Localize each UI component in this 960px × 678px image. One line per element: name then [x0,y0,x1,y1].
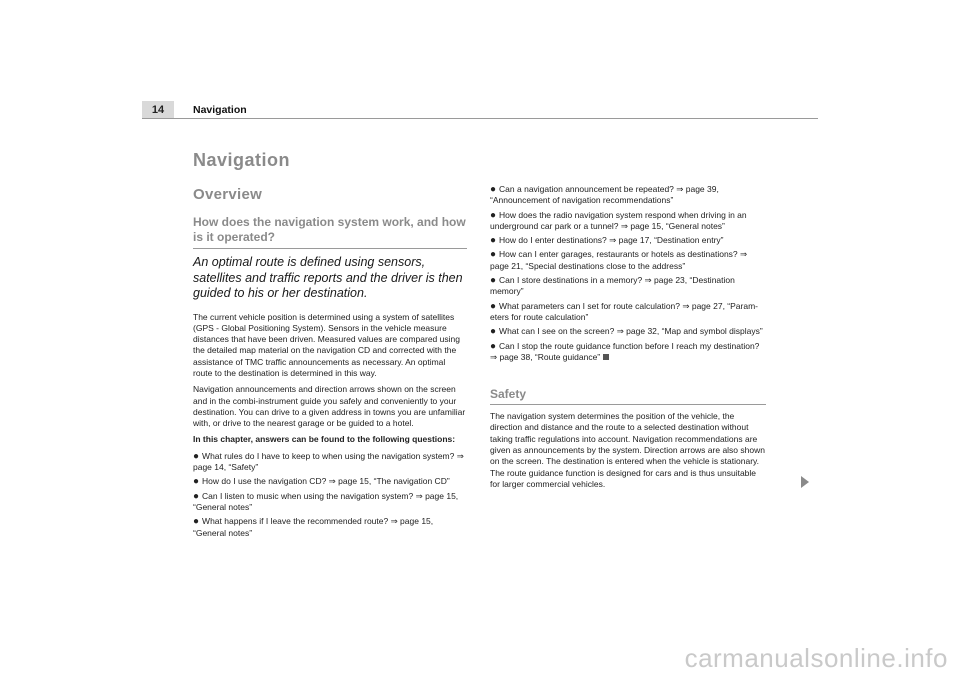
questions-heading: In this chapter, answers can be found to the following questions: [193,434,456,445]
watermark: carmanualsonline.info [684,643,948,673]
bullet-icon: ● [490,340,497,352]
bullet-icon: ● [193,516,200,528]
bullet-icon: ● [490,300,497,312]
list-item: ● What happens if I leave the recommended route? ⇒ page 15, “General notes” [193,516,434,538]
list-item: ● Can I listen to music when using the navigation system? ⇒ page 15, “General notes” [193,490,459,512]
list-item: ● How do I use the navigation CD? ⇒ page 15, “The navigation CD” [193,476,450,488]
list-item: ● Can I stop the route guidance function before I reach my destination? ⇒ page 38, “Route guidance” [490,340,760,362]
section-title-safety: Safety [490,387,766,405]
intro-text: An optimal route is defined using sensors, satellites and traffic reports and the driver is then guided to his or her destination. [193,255,463,300]
bullet-icon: ● [490,209,497,221]
question-list [490,184,766,363]
question-list [193,451,467,539]
section-end-icon [603,354,609,360]
list-item: ● What can I see on the screen? ⇒ page 32, “Map and symbol displays” [490,326,763,338]
bullet-icon: ● [193,490,200,502]
paragraph: The current vehicle position is determined using a system of satellites (GPS - Global Positioning System). Sensors in the vehicle measure distances that have been driven. Measured values are compared using the detailed map material on the navigation CD and corrected with the assistance of TMC traffic announcements as necessary. An optimal route to the destination is determined in this way. [193,311,460,378]
list-item: ● What parameters can I set for route calculation? ⇒ page 27, “Param-eters for route calculation” [490,300,758,322]
header-divider [142,118,818,119]
paragraph: Navigation announcements and direction arrows shown on the screen and in the combi-instrument guide you safely and conveniently to your destination. You can drive to a given address in towns you are unfamiliar with, or drive to the nearest garage or be guided to a hotel. [193,384,466,429]
list-item: ● Can a navigation announcement be repeated? ⇒ page 39, “Announcement of navigation recommendations” [490,184,719,206]
page-number: 14 [142,101,174,119]
list-item: ● What rules do I have to keep to when using the navigation system? ⇒ page 14, “Safety” [193,450,464,473]
list-item: ● How can I enter garages, restaurants or hotels as destinations? ⇒ page 21, “Special destinations close to the address” [490,249,748,271]
bullet-icon: ● [490,326,497,338]
list-item: ● How does the radio navigation system respond when driving in an underground car park or a tunnel? ⇒ page 15, “General notes” [490,209,747,231]
bullet-icon: ● [193,476,200,488]
safety-paragraph: The navigation system determines the position of the vehicle, the direction and distance and the route to a selected destination without taking traffic regulations into account. Navigation recommendations are given as announcements by the system. Direction arrows are also shown on the screen. The destination is entered when the vehicle is stationary. The route guidance function is designed for cars and is thus unsuitable for larger commercial vehicles. [490,411,765,489]
subsection-title: How does the navigation system work, and how is it operated? [193,215,467,249]
list-item: ● Can I store destinations in a memory? ⇒ page 23, “Destination memory” [490,275,735,297]
next-page-icon[interactable] [801,476,809,488]
bullet-icon: ● [490,275,497,287]
bullet-icon: ● [490,249,497,261]
bullet-icon: ● [490,235,497,247]
left-column [193,186,467,542]
chapter-title: Navigation [193,150,291,170]
list-item: ● How do I enter destinations? ⇒ page 17, “Destination entry” [490,235,724,247]
running-title: Navigation [193,104,247,116]
right-column [490,184,766,495]
bullet-icon: ● [193,450,200,462]
section-title-overview: Overview [193,186,263,203]
bullet-icon: ● [490,184,497,195]
